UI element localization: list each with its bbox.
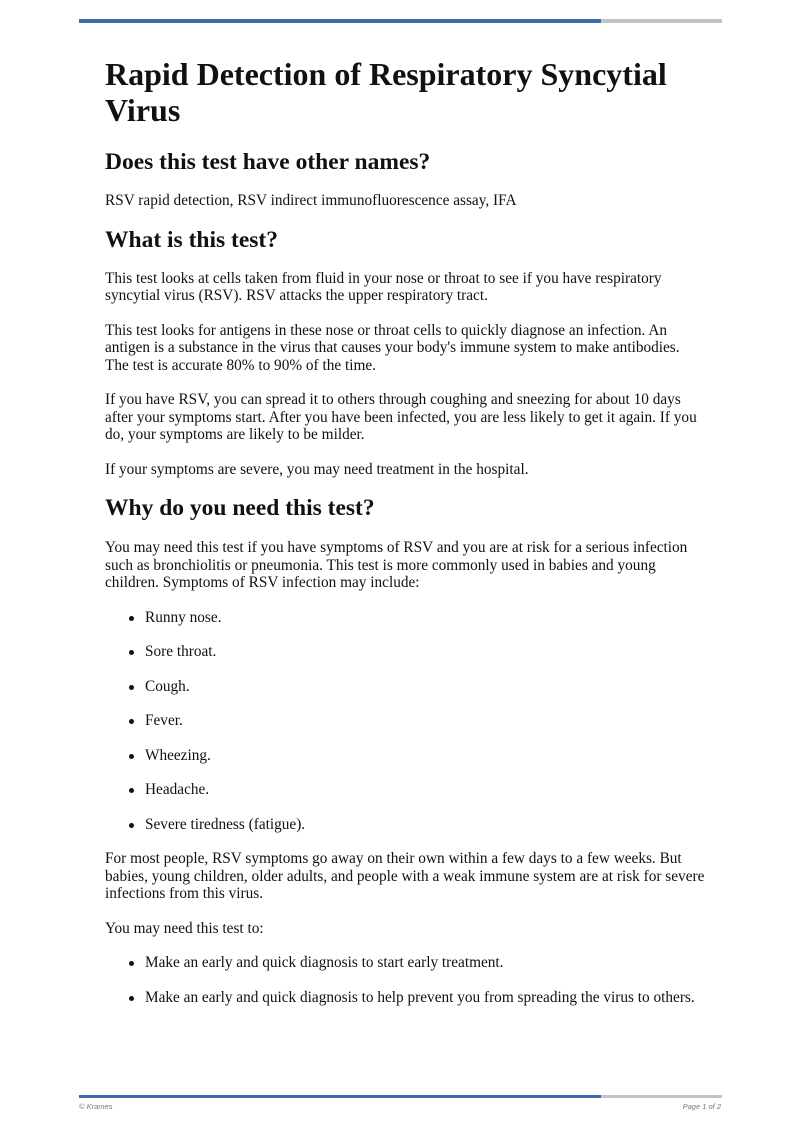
document-body (105, 56, 705, 1006)
section-heading-why-need: Why do you need this test? (105, 495, 375, 521)
list-item: Make an early and quick diagnosis to start early treatment. (105, 954, 705, 972)
list-item: Make an early and quick diagnosis to help prevent you from spreading the virus to others. (105, 989, 705, 1007)
after-symptoms-paragraph: For most people, RSV symptoms go away on their own within a few days to a few weeks. But babies, young children, older adults, and people with a weak immune system are at risk for severe infections from this virus. (105, 850, 705, 902)
what-is-paragraph-1: This test looks at cells taken from fluid in your nose or throat to see if you have respiratory syncytial virus (RSV). RSV attacks the upper respiratory tract. (105, 269, 662, 304)
bottom-accent-bar-grey (601, 1095, 722, 1098)
top-accent-bar (79, 19, 722, 23)
list-item: Severe tiredness (fatigue). (105, 816, 705, 834)
what-is-paragraph-3: If you have RSV, you can spread it to others through coughing and sneezing for about 10 days after your symptoms start. After you have been infected, you are less likely to get it again. If you do, your symptoms are likely to be milder. (105, 391, 697, 443)
section-heading-what-is: What is this test? (105, 226, 278, 253)
footer-copyright: © Krames (79, 1102, 113, 1111)
reasons-list (105, 954, 705, 1006)
list-item: Runny nose. (105, 609, 705, 627)
top-accent-bar-grey (601, 19, 722, 23)
list-item: Headache. (105, 781, 705, 799)
list-item: Cough. (105, 678, 705, 696)
what-is-paragraph-4: If your symptoms are severe, you may need treatment in the hospital. (105, 460, 529, 478)
list-item: Fever. (105, 712, 705, 730)
symptoms-list (105, 609, 705, 834)
bottom-accent-bar-blue (79, 1095, 601, 1098)
list-item: Wheezing. (105, 747, 705, 765)
why-need-intro: You may need this test if you have symptoms of RSV and you are at risk for a serious infection such as bronchiolitis or pneumonia. This test is more commonly used in babies and young children. Symptoms of RSV infection may include: (105, 539, 688, 591)
section-heading-other-names: Does this test have other names? (105, 149, 431, 175)
bottom-accent-bar (79, 1095, 722, 1098)
page-title: Rapid Detection of Respiratory Syncytial Virus (105, 56, 667, 128)
what-is-paragraph-2: This test looks for antigens in these nose or throat cells to quickly diagnose an infection. An antigen is a substance in the virus that causes your body's immune system to make antibodies. The test is accurate 80% to 90% of the time. (105, 321, 680, 374)
footer-page-number: Page 1 of 2 (682, 1102, 721, 1111)
reasons-intro: You may need this test to: (105, 919, 264, 937)
list-item: Sore throat. (105, 643, 705, 661)
other-names-text: RSV rapid detection, RSV indirect immunofluorescence assay, IFA (105, 192, 517, 209)
top-accent-bar-blue (79, 19, 601, 23)
